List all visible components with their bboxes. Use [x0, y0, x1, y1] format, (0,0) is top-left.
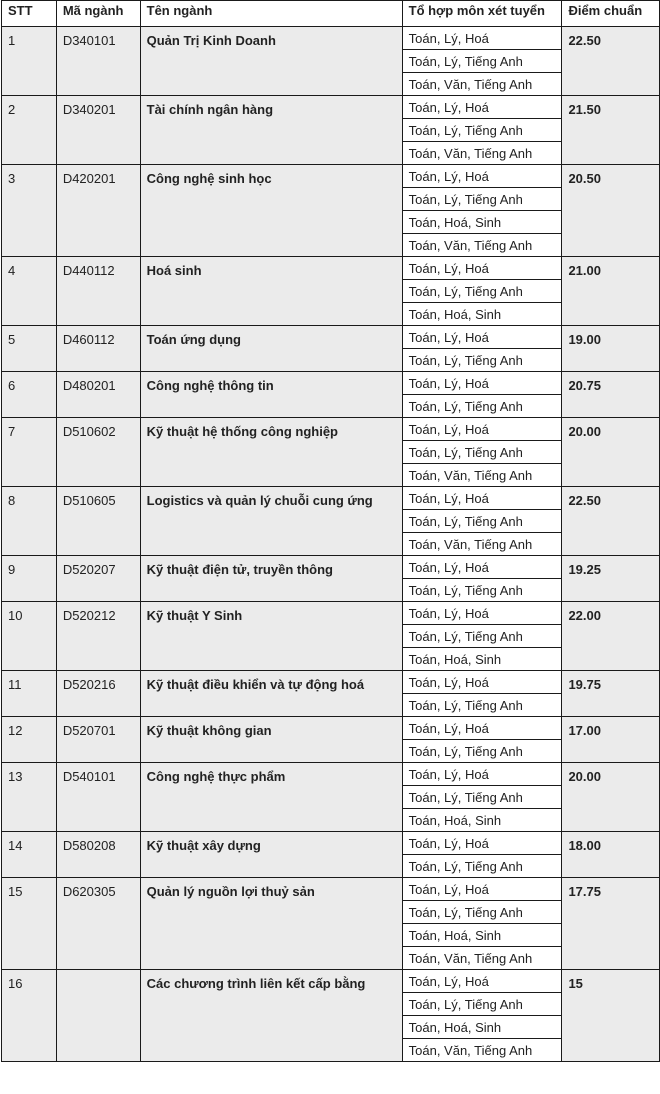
row-to-hop-mon: Toán, Lý, Tiếng Anh	[402, 395, 562, 418]
row-ma-nganh: D510605	[56, 487, 140, 556]
row-ten-nganh: Tài chính ngân hàng	[140, 96, 402, 165]
row-to-hop-mon: Toán, Văn, Tiếng Anh	[402, 1039, 562, 1062]
row-to-hop-mon: Toán, Lý, Hoá	[402, 671, 562, 694]
row-ma-nganh: D340101	[56, 27, 140, 96]
table-row	[2, 27, 660, 50]
row-ma-nganh: D580208	[56, 832, 140, 878]
row-to-hop-mon: Toán, Văn, Tiếng Anh	[402, 234, 562, 257]
row-diem-chuan: 22.00	[562, 602, 660, 671]
row-diem-chuan: 17.75	[562, 878, 660, 970]
row-ma-nganh: D510602	[56, 418, 140, 487]
row-stt: 10	[2, 602, 57, 671]
row-ma-nganh: D540101	[56, 763, 140, 832]
row-to-hop-mon: Toán, Lý, Tiếng Anh	[402, 855, 562, 878]
row-to-hop-mon: Toán, Lý, Tiếng Anh	[402, 786, 562, 809]
row-to-hop-mon: Toán, Văn, Tiếng Anh	[402, 73, 562, 96]
row-to-hop-mon: Toán, Hoá, Sinh	[402, 648, 562, 671]
header-diem-chuan: Điểm chuẩn	[562, 1, 660, 27]
row-ma-nganh: D460112	[56, 326, 140, 372]
row-stt: 14	[2, 832, 57, 878]
row-ten-nganh: Công nghệ thông tin	[140, 372, 402, 418]
row-to-hop-mon: Toán, Lý, Tiếng Anh	[402, 694, 562, 717]
row-stt: 2	[2, 96, 57, 165]
row-stt: 5	[2, 326, 57, 372]
row-ma-nganh: D520212	[56, 602, 140, 671]
row-stt: 6	[2, 372, 57, 418]
row-ma-nganh: D520207	[56, 556, 140, 602]
row-to-hop-mon: Toán, Hoá, Sinh	[402, 924, 562, 947]
row-to-hop-mon: Toán, Lý, Tiếng Anh	[402, 188, 562, 211]
table-body	[2, 27, 660, 1062]
row-stt: 12	[2, 717, 57, 763]
row-stt: 13	[2, 763, 57, 832]
row-diem-chuan: 21.50	[562, 96, 660, 165]
table-row	[2, 832, 660, 855]
header-ma-nganh: Mã ngành	[56, 1, 140, 27]
row-to-hop-mon: Toán, Lý, Hoá	[402, 717, 562, 740]
row-to-hop-mon: Toán, Lý, Tiếng Anh	[402, 625, 562, 648]
row-ma-nganh: D620305	[56, 878, 140, 970]
row-to-hop-mon: Toán, Lý, Tiếng Anh	[402, 441, 562, 464]
row-ten-nganh: Toán ứng dụng	[140, 326, 402, 372]
row-ten-nganh: Công nghệ thực phẩm	[140, 763, 402, 832]
row-to-hop-mon: Toán, Lý, Tiếng Anh	[402, 579, 562, 602]
admission-scores-table	[1, 0, 660, 1062]
row-diem-chuan: 20.75	[562, 372, 660, 418]
table-row	[2, 418, 660, 441]
table-row	[2, 487, 660, 510]
header-stt: STT	[2, 1, 57, 27]
table-row	[2, 372, 660, 395]
row-diem-chuan: 20.50	[562, 165, 660, 257]
row-ma-nganh: D520701	[56, 717, 140, 763]
row-to-hop-mon: Toán, Lý, Tiếng Anh	[402, 993, 562, 1016]
row-stt: 7	[2, 418, 57, 487]
row-ma-nganh: D480201	[56, 372, 140, 418]
row-to-hop-mon: Toán, Lý, Hoá	[402, 165, 562, 188]
row-to-hop-mon: Toán, Lý, Tiếng Anh	[402, 349, 562, 372]
row-diem-chuan: 18.00	[562, 832, 660, 878]
row-diem-chuan: 22.50	[562, 27, 660, 96]
row-to-hop-mon: Toán, Lý, Hoá	[402, 763, 562, 786]
row-ten-nganh: Quản Trị Kinh Doanh	[140, 27, 402, 96]
row-ten-nganh: Kỹ thuật Y Sinh	[140, 602, 402, 671]
row-to-hop-mon: Toán, Lý, Hoá	[402, 878, 562, 901]
row-to-hop-mon: Toán, Lý, Tiếng Anh	[402, 119, 562, 142]
row-ma-nganh	[56, 970, 140, 1062]
row-to-hop-mon: Toán, Văn, Tiếng Anh	[402, 142, 562, 165]
table-row	[2, 556, 660, 579]
table-row	[2, 878, 660, 901]
row-to-hop-mon: Toán, Lý, Tiếng Anh	[402, 50, 562, 73]
row-stt: 9	[2, 556, 57, 602]
row-diem-chuan: 22.50	[562, 487, 660, 556]
row-to-hop-mon: Toán, Hoá, Sinh	[402, 1016, 562, 1039]
row-to-hop-mon: Toán, Lý, Hoá	[402, 487, 562, 510]
header-row	[2, 1, 660, 27]
row-to-hop-mon: Toán, Văn, Tiếng Anh	[402, 533, 562, 556]
row-to-hop-mon: Toán, Hoá, Sinh	[402, 303, 562, 326]
row-stt: 15	[2, 878, 57, 970]
table-row	[2, 602, 660, 625]
row-stt: 11	[2, 671, 57, 717]
row-to-hop-mon: Toán, Lý, Hoá	[402, 418, 562, 441]
row-to-hop-mon: Toán, Lý, Hoá	[402, 602, 562, 625]
row-ten-nganh: Hoá sinh	[140, 257, 402, 326]
table-row	[2, 326, 660, 349]
table-row	[2, 763, 660, 786]
row-to-hop-mon: Toán, Lý, Hoá	[402, 96, 562, 119]
row-to-hop-mon: Toán, Hoá, Sinh	[402, 809, 562, 832]
row-diem-chuan: 19.00	[562, 326, 660, 372]
row-to-hop-mon: Toán, Lý, Hoá	[402, 372, 562, 395]
row-ten-nganh: Quản lý nguồn lợi thuỷ sản	[140, 878, 402, 970]
row-stt: 1	[2, 27, 57, 96]
row-diem-chuan: 20.00	[562, 763, 660, 832]
row-to-hop-mon: Toán, Lý, Tiếng Anh	[402, 901, 562, 924]
row-stt: 4	[2, 257, 57, 326]
row-to-hop-mon: Toán, Lý, Hoá	[402, 970, 562, 993]
row-to-hop-mon: Toán, Lý, Tiếng Anh	[402, 510, 562, 533]
row-diem-chuan: 20.00	[562, 418, 660, 487]
row-diem-chuan: 21.00	[562, 257, 660, 326]
row-ma-nganh: D520216	[56, 671, 140, 717]
row-to-hop-mon: Toán, Văn, Tiếng Anh	[402, 464, 562, 487]
row-to-hop-mon: Toán, Lý, Hoá	[402, 326, 562, 349]
table-row	[2, 257, 660, 280]
table-row	[2, 717, 660, 740]
table-row	[2, 671, 660, 694]
table-row	[2, 970, 660, 993]
table-row	[2, 165, 660, 188]
header-to-hop: Tổ hợp môn xét tuyển	[402, 1, 562, 27]
row-ten-nganh: Kỹ thuật hệ thống công nghiệp	[140, 418, 402, 487]
row-diem-chuan: 15	[562, 970, 660, 1062]
row-ten-nganh: Kỹ thuật điện tử, truyền thông	[140, 556, 402, 602]
row-ten-nganh: Kỹ thuật không gian	[140, 717, 402, 763]
row-to-hop-mon: Toán, Lý, Hoá	[402, 257, 562, 280]
row-to-hop-mon: Toán, Văn, Tiếng Anh	[402, 947, 562, 970]
row-ten-nganh: Logistics và quản lý chuỗi cung ứng	[140, 487, 402, 556]
row-to-hop-mon: Toán, Lý, Tiếng Anh	[402, 740, 562, 763]
row-to-hop-mon: Toán, Hoá, Sinh	[402, 211, 562, 234]
header-ten-nganh: Tên ngành	[140, 1, 402, 27]
row-to-hop-mon: Toán, Lý, Hoá	[402, 556, 562, 579]
row-diem-chuan: 19.75	[562, 671, 660, 717]
row-stt: 8	[2, 487, 57, 556]
row-ma-nganh: D340201	[56, 96, 140, 165]
row-to-hop-mon: Toán, Lý, Hoá	[402, 27, 562, 50]
row-stt: 3	[2, 165, 57, 257]
row-ten-nganh: Kỹ thuật xây dựng	[140, 832, 402, 878]
row-ma-nganh: D420201	[56, 165, 140, 257]
row-diem-chuan: 19.25	[562, 556, 660, 602]
row-ten-nganh: Công nghệ sinh học	[140, 165, 402, 257]
table-row	[2, 96, 660, 119]
row-ma-nganh: D440112	[56, 257, 140, 326]
row-stt: 16	[2, 970, 57, 1062]
row-ten-nganh: Các chương trình liên kết cấp bằng	[140, 970, 402, 1062]
row-ten-nganh: Kỹ thuật điều khiển và tự động hoá	[140, 671, 402, 717]
row-to-hop-mon: Toán, Lý, Hoá	[402, 832, 562, 855]
row-to-hop-mon: Toán, Lý, Tiếng Anh	[402, 280, 562, 303]
row-diem-chuan: 17.00	[562, 717, 660, 763]
